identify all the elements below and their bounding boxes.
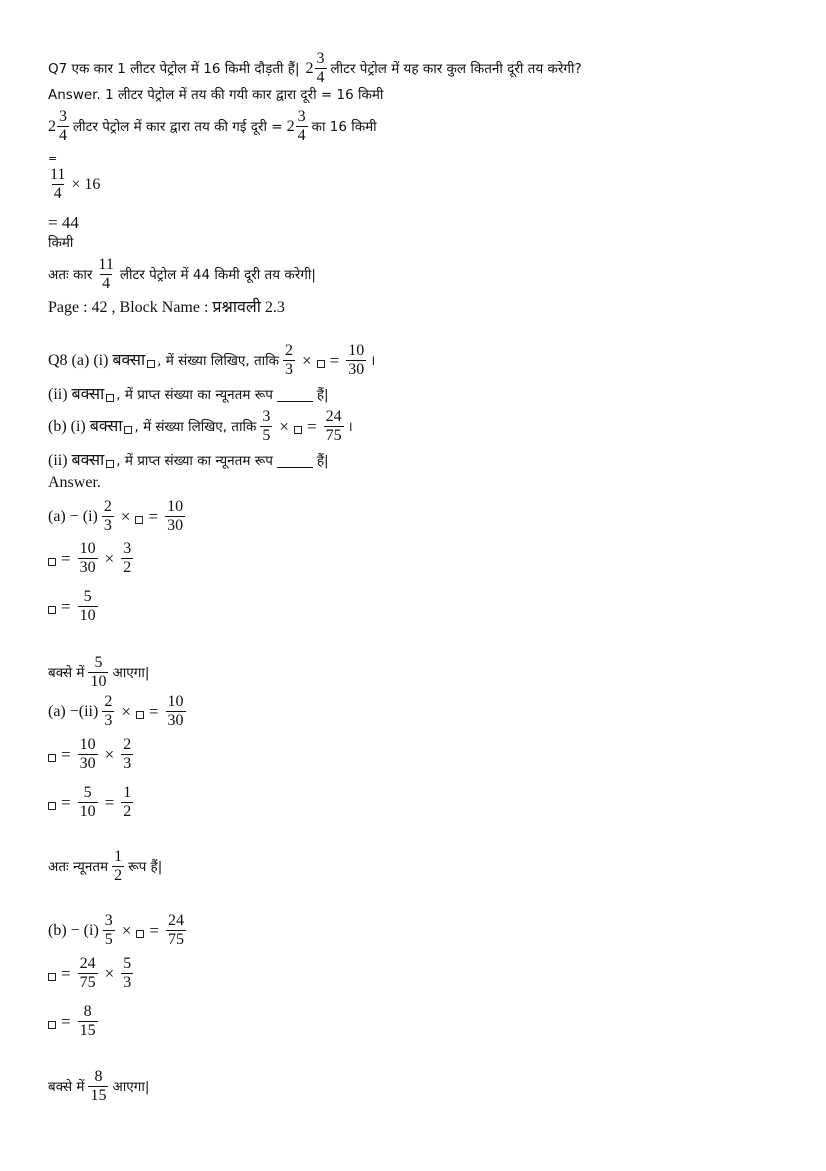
sol-a-i-conclusion: बक्से में $\frac{5}{10}$ आएगा|: [48, 654, 150, 690]
answer-box-icon: [124, 426, 132, 434]
page-reference: Page : 42 , Block Name : प्रश्नावली 2.3: [48, 299, 285, 316]
q7-calc: $\frac{11}{4}$ × 16: [50, 166, 101, 202]
q7-answer-line1: Answer. 1 लीटर पेट्रोल में तय की गयी कार द्वारा दूरी = 16 किमी: [48, 87, 384, 103]
blank-line: [277, 389, 313, 402]
sol-a-i-line3: = $\frac{5}{10}$: [48, 588, 102, 625]
answer-box-icon: [48, 973, 56, 981]
blank-line: [277, 455, 313, 468]
q7-question: [48, 50, 582, 87]
q7-question-prefix: Q7 एक कार 1 लीटर पेट्रोल में 16 किमी दौड़ती हैं|: [48, 60, 300, 77]
sol-a-i-line1: (a) − (i) $\frac{2}{3}$ × = $\frac{10}{30}$: [48, 498, 184, 534]
answer-box-icon: [147, 360, 155, 368]
q7-conclusion: अतः कार $\frac{11}{4}$ लीटर पेट्रोल में 44 किमी दूरी तय करेगी|: [48, 256, 316, 292]
answer-box-icon: [317, 360, 325, 368]
sol-b-i-line1: (b) − (i) $\frac{3}{5}$ × = $\frac{24}{75}$: [48, 912, 184, 948]
answer-box-icon: [106, 460, 114, 468]
answer-box-icon: [48, 754, 56, 762]
q8-b-i-question: (b) (i) बक्सा , में संख्या लिखिए, ताकि $\frac{3}{5}$ × = $\frac{24}{75}$ ।: [48, 408, 353, 444]
answer-box-icon: [48, 558, 56, 566]
sol-a-ii-conclusion: अतः न्यूनतम $\frac{1}{2}$ रूप हैं|: [48, 848, 163, 884]
mixed-fraction: 2 $\frac{3}{4}$: [305, 50, 325, 86]
sol-a-ii-line1: (a) −(ii) $\frac{2}{3}$ × = $\frac{10}{30}$: [48, 693, 184, 729]
answer-box-icon: [294, 426, 302, 434]
mixed-fraction: 2 $\frac{3}{4}$: [48, 108, 67, 144]
answer-box-icon: [136, 930, 144, 938]
q7-question-suffix: लीटर पेट्रोल में यह कार कुल कितनी दूरी तय करेगी?: [330, 60, 582, 77]
answer-box-icon: [136, 711, 144, 719]
q8-a-ii-question: (ii) बक्सा , में प्राप्त संख्या का न्यूनतम रूप हैं|: [48, 386, 329, 403]
mixed-fraction: 2 $\frac{3}{4}$: [286, 108, 306, 144]
q7-answer-line2: 2 $\frac{3}{4}$ लीटर पेट्रोल में कार द्वारा तय की गई दूरी = 2 $\frac{3}{4}$ का 16 किमी: [48, 108, 377, 144]
answer-box-icon: [106, 394, 114, 402]
sol-a-ii-line2: = $\frac{10}{30}$ × $\frac{2}{3}$: [48, 736, 137, 773]
q7-result: = 44: [48, 213, 79, 232]
q8-b-ii-question: (ii) बक्सा , में प्राप्त संख्या का न्यूनतम रूप हैं|: [48, 452, 329, 469]
q8-answer-label: Answer.: [48, 474, 101, 491]
equals-sign: =: [48, 152, 58, 165]
sol-b-i-line3: = $\frac{8}{15}$: [48, 1003, 102, 1040]
answer-box-icon: [48, 802, 56, 810]
q7-unit: किमी: [48, 235, 74, 251]
sol-a-i-line2: = $\frac{10}{30}$ × $\frac{3}{2}$: [48, 540, 137, 577]
answer-box-icon: [48, 606, 56, 614]
q8-a-i-question: Q8 (a) (i) बक्सा , में संख्या लिखिए, ताकि $\frac{2}{3}$ × = $\frac{10}{30}$ ।: [48, 342, 376, 378]
sol-b-i-conclusion: बक्से में $\frac{8}{15}$ आएगा|: [48, 1068, 150, 1104]
sol-a-ii-line3: = $\frac{5}{10}$ = $\frac{1}{2}$: [48, 784, 137, 821]
answer-box-icon: [135, 516, 143, 524]
answer-box-icon: [48, 1021, 56, 1029]
sol-b-i-line2: = $\frac{24}{75}$ × $\frac{5}{3}$: [48, 955, 137, 992]
